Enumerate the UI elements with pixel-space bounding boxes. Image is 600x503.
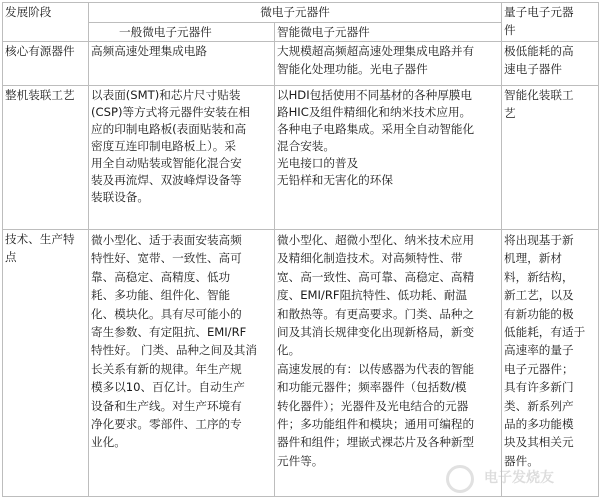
table-row: [3, 86, 599, 230]
cell-smart: 以HDI包括使用不同基材的各种厚膜电 路HIC及组件精细化和纳米技术应用。 各种电子电路集成。采用全自动智能化 混合安装。 光电接口的普及 无铅样和无害化的环保: [275, 86, 502, 230]
cell-general: 微小型化、适于表面安装高频 特性好、宽带、一致性、高可 靠、高稳定、高精度、低功 耗、多功能、组件化、智能 化、模块化。具有尽可能小的 寄生参数、有定阻抗、EMI/RF 特性好。 门类、品种之间及其消 长关系有新的规律。年生产规 模多以10、百亿计。自动生产 设备和生产线。对生产环境有 净化要求。零部件、工序的专 业化。: [89, 230, 275, 497]
cell-general: 以表面(SMT)和芯片尺寸贴装 (CSP)等方式将元器件安装在相 应的印制电路板(表面贴装和高 密度互连印制电路板上）。采 用全自动贴装或智能化混合安 装及再流焊、双波峰焊设备等 装联设备。: [89, 86, 275, 230]
header-row-1: [3, 3, 599, 23]
cell-smart: 微小型化、超微小型化、纳米技术应用 及精细化制造技术。对高频特性、带 宽、高一致性、高可靠、高稳定、高精 度、EMI/RF阻抗特性、低功耗、耐温 和散热等。有更高要求。门类、品种之 间及其消长规律变化出现新格局，新变 化。 高速发展的有：以传感器为代表的智能 和功能元器件；频率器件（包括数/模 转化器件）；光器件及光电结合的元器 件；多功能组件和模块；通用可编程的 器件和组件；埋嵌式裸芯片及各种新型 元件等。: [275, 230, 502, 497]
header-quantum: 量子电子元器 件: [502, 3, 599, 42]
header-general: 一般微电子元器件: [89, 22, 275, 42]
watermark-text: 电子发烧友: [484, 470, 554, 486]
header-micro: 微电子元器件: [89, 3, 502, 23]
cell-quantum: 将出现基于新 机理，新材 料，新结构， 新工艺，以及 有新功能的极 低能耗，有适于 高速率的量子 电子元器件； 具有许多新门 类、新系列产 品的多功能模 块及其相关元 器件。: [502, 230, 599, 497]
cell-smart: 大规模超高频超高速处理集成电路并有 智能化处理功能。光电子器件: [275, 42, 502, 86]
table-row: [3, 42, 599, 86]
header-smart: 智能微电子元器件: [275, 22, 502, 42]
row-label: 核心有源器件: [3, 42, 89, 86]
cell-quantum: 极低能耗的高 速电子器件: [502, 42, 599, 86]
row-label: 技术、生产特 点: [3, 230, 89, 497]
row-label: 整机装联工艺: [3, 86, 89, 230]
cell-general: 高频高速处理集成电路: [89, 42, 275, 86]
table-row: [3, 230, 599, 497]
comparison-table: [2, 2, 599, 497]
cell-quantum: 智能化装联工 艺: [502, 86, 599, 230]
header-stage: 发展阶段: [3, 3, 89, 42]
